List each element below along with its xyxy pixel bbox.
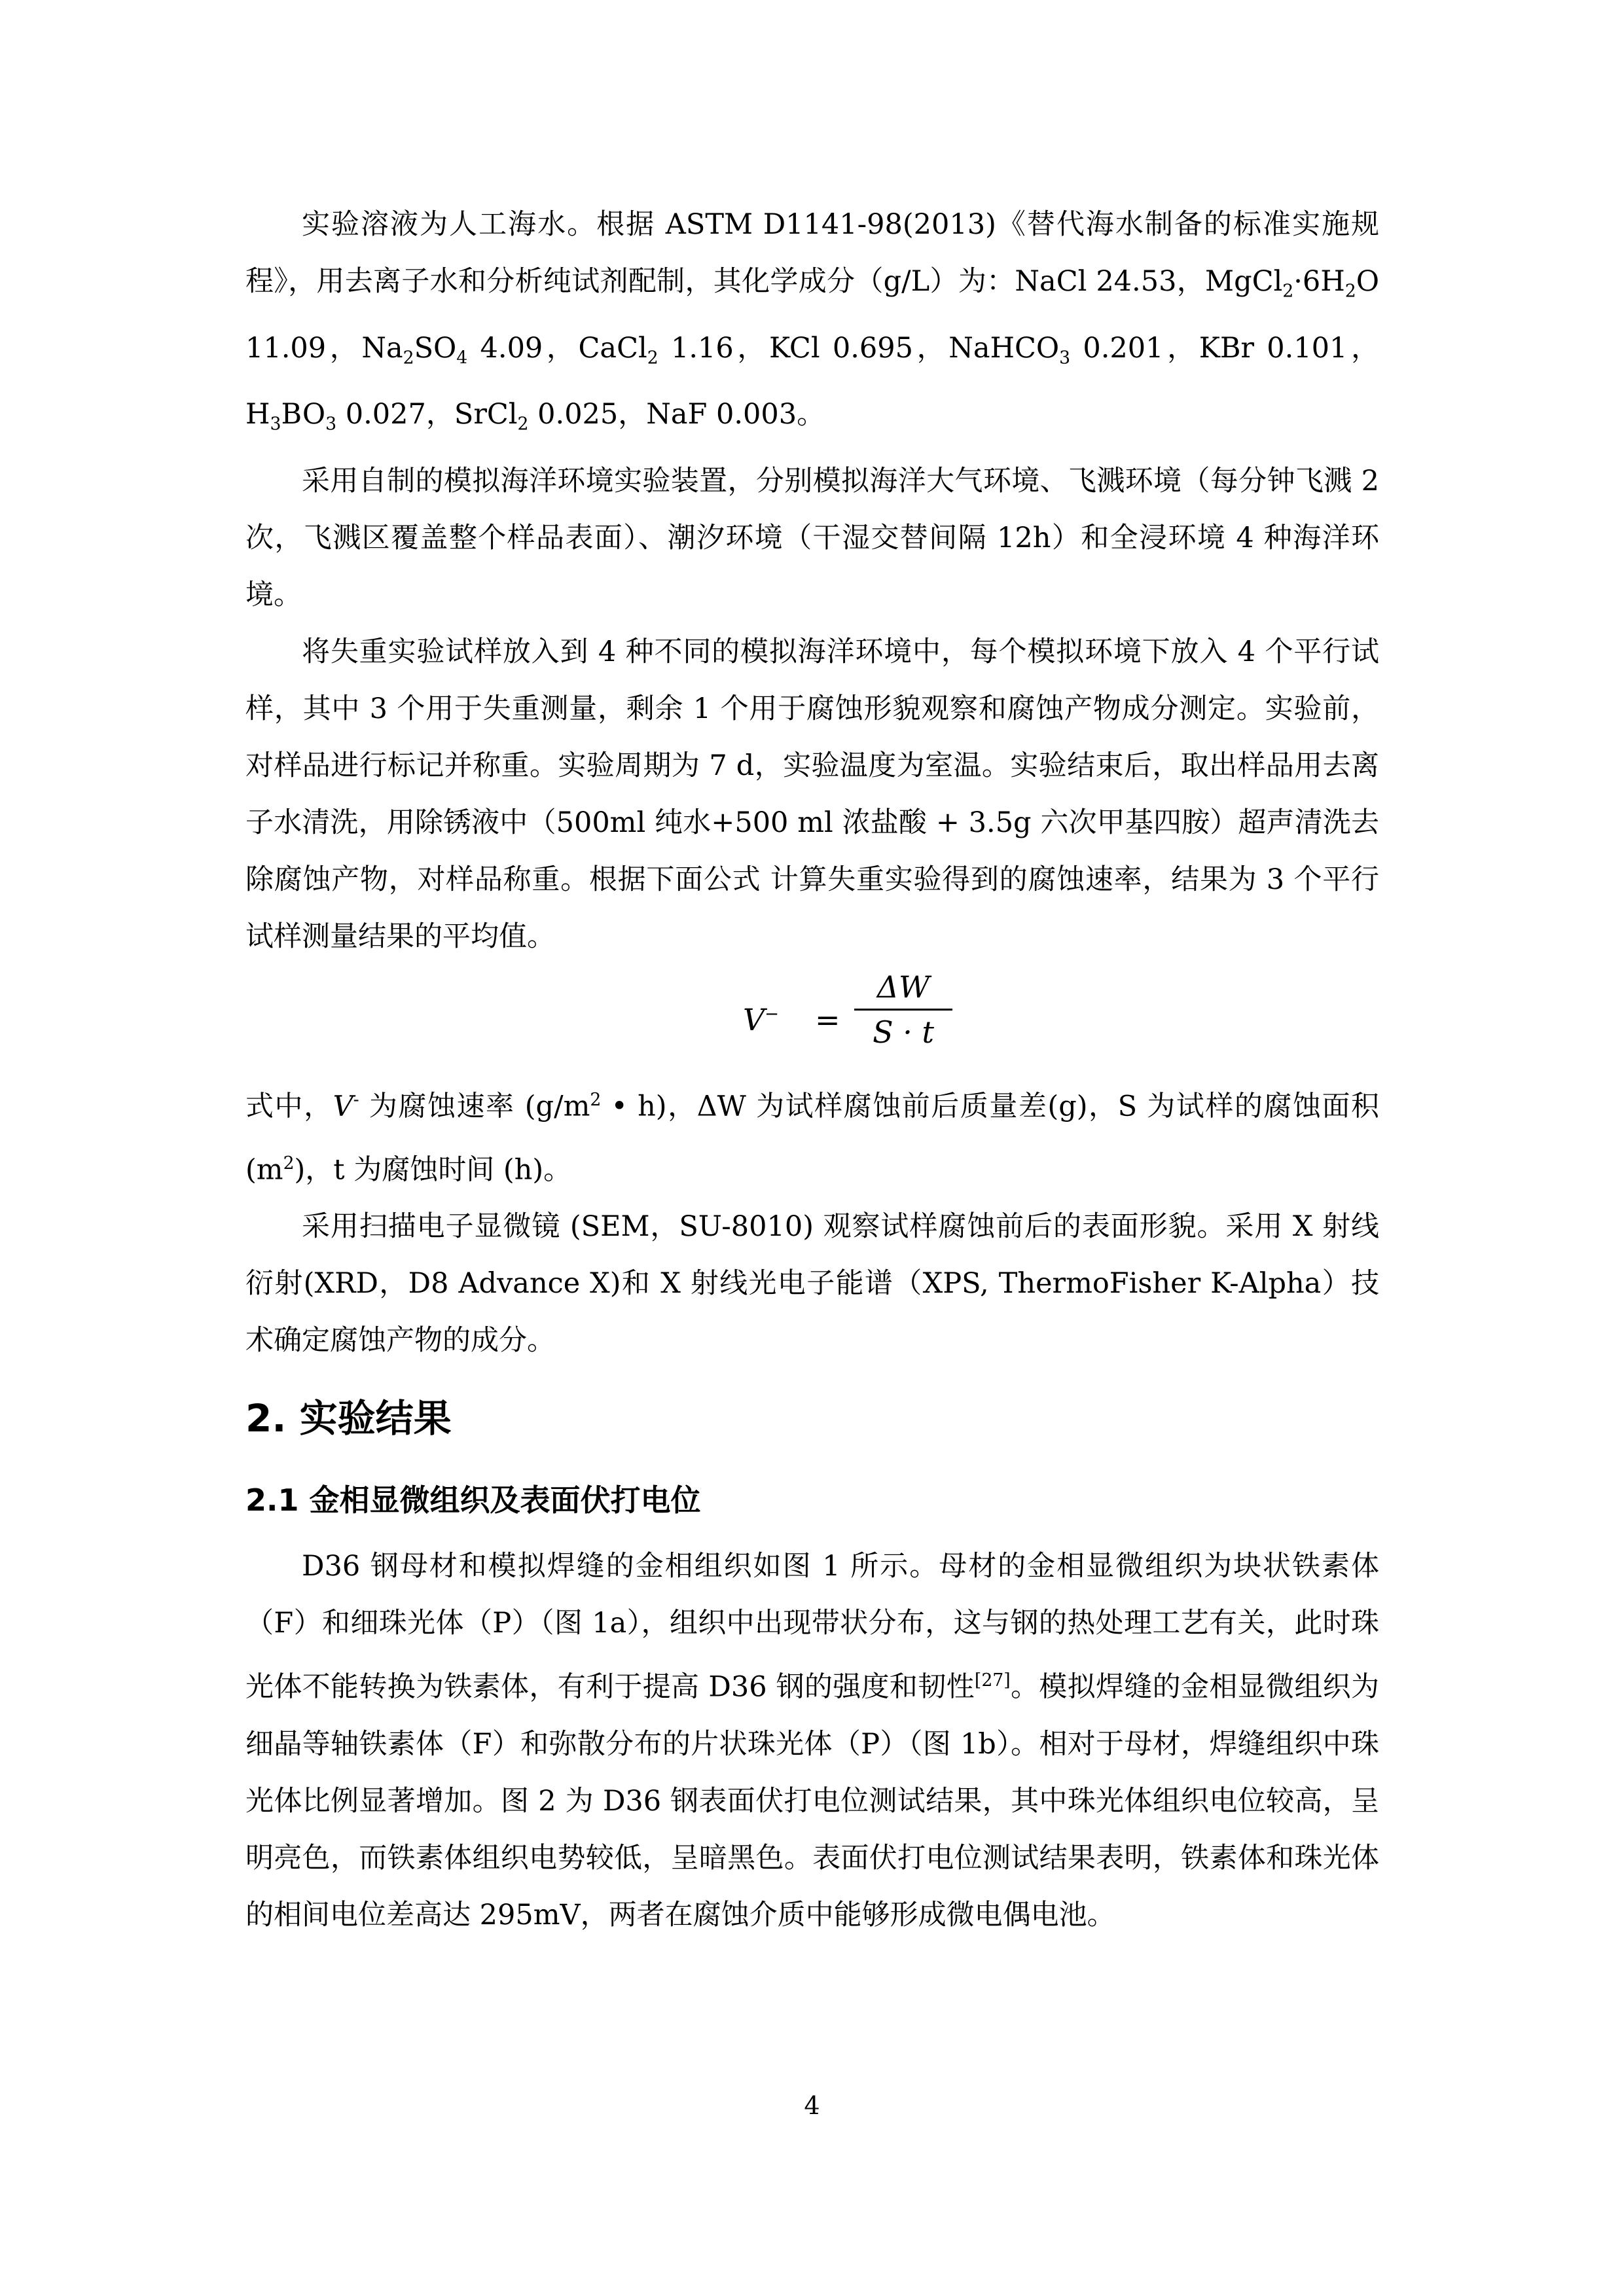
formula-lhs: V− [743,1001,780,1037]
paragraph-seawater: 实验溶液为人工海水。根据 ASTM D1141-98(2013)《替代海水制备的标准实施规程》，用去离子水和分析纯试剂配制，其化学成分（g/L）为：NaCl 24.53，$MgCl_2\cdot 6H_2O$ 11.09，$Na_2SO_4$ 4.09，CaCl$_2$ 1.16，KCl 0.695，NaHCO$_3$ 0.201，KBr 0.101，$H_3BO_3$ 0.027，SrCl$_2$ 0.025，NaF 0.003。 [245,208,1379,435]
formula-denominator: S · t [873,1014,934,1050]
page-body [245,196,1379,1944]
paragraph-characterization: 采用扫描电子显微镜 (SEM，SU-8010) 观察试样腐蚀前后的表面形貌。采用 X 射线衍射(XRD，D8 Advance X)和 X 射线光电子能谱（XPS, ThermoFisher K-Alpha）技术确定腐蚀产物的成分。 [245,1210,1379,1357]
page-number: 4 [804,2091,820,2120]
formula-equals: = [815,1001,840,1037]
section-heading: 2. 实验结果 [245,1396,452,1441]
paragraph-formula-legend: 式中，V- 为腐蚀速率 ($g/m^2$ • h)，ΔW 为试样腐蚀前后质量差(g)，S 为试样的腐蚀面积 $(m^2)$，t 为腐蚀时间 (h)。 [245,1089,1379,1187]
paragraph-microstructure: D36 钢母材和模拟焊缝的金相组织如图 1 所示。母材的金相显微组织为块状铁素体（F）和细珠光体（P）（图 1a），组织中出现带状分布，这与钢的热处理工艺有关，此时珠光体不能转换为铁素体，有利于提高 D36 钢的强度和韧性[27]。模拟焊缝的金相显微组织为细晶等轴铁素体（F）和弥散分布的片状珠光体（P）（图 1b）。相对于母材，焊缝组织中珠光体比例显著增加。图 2 为 D36 钢表面伏打电位测试结果，其中珠光体组织电位较高，呈明亮色，而铁素体组织电势较低，呈暗黑色。表面伏打电位测试结果表明，铁素体和珠光体的相间电位差高达 295mV，两者在腐蚀介质中能够形成微电偶电池。 [245,1550,1380,1931]
subsection-heading: 2.1 金相显微组织及表面伏打电位 [245,1482,701,1518]
formula-fraction [854,969,952,1050]
paragraph-environment: 采用自制的模拟海洋环境实验装置，分别模拟海洋大气环境、飞溅环境（每分钟飞溅 2 次，飞溅区覆盖整个样品表面）、潮汐环境（干湿交替间隔 12h）和全浸环境 4 种海洋环境。 [245,464,1379,611]
paragraph-weight-loss: 将失重实验试样放入到 4 种不同的模拟海洋环境中，每个模拟环境下放入 4 个平行试样，其中 3 个用于失重测量，剩余 1 个用于腐蚀形貌观察和腐蚀产物成分测定。实验前，对样品进行标记并称重。实验周期为 7 d，实验温度为室温。实验结束后，取出样品用去离子水清洗，用除锈液中（500ml 纯水+500 ml 浓盐酸 + 3.5g 六次甲基四胺）超声清洗去除腐蚀产物，对样品称重。根据下面公式 计算失重实验得到的腐蚀速率，结果为 3 个平行试样测量结果的平均值。 [245,635,1379,953]
corrosion-rate-formula [245,969,1379,1067]
formula-numerator: ΔW [854,969,952,1011]
